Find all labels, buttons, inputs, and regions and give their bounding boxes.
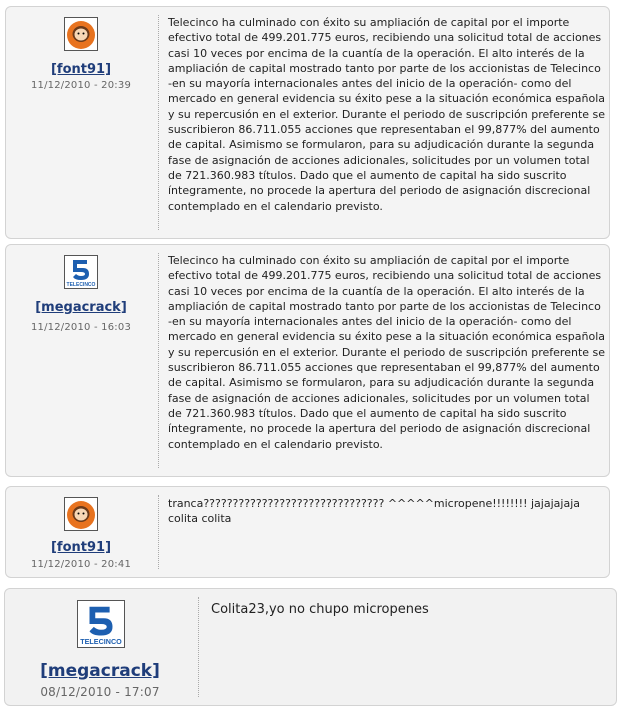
kenny-avatar-icon	[65, 498, 97, 530]
post-text	[168, 15, 606, 214]
post	[5, 6, 610, 239]
avatar[interactable]	[64, 255, 98, 289]
avatar[interactable]	[77, 600, 125, 648]
post-body: Telecinco ha culminado con éxito su ampliación de capital por el importe efectivo total de 499.201.775 euros, recibiendo una solicitud total de acciones casi 10 veces por encima de la cuantía de la operación. El alto interés de la ampliación de capital mostrado tanto por parte de los accionistas de Telecinco -en su mayoría internacionales antes del inicio de la operación- como del mercado en general evidencia su éxito pese a la situación económica española y su repercusión en el exterior. Durante el periodo de suscripción preferente se suscribieron 86.711.055 acciones que representaban el 99,877% del aumento de capital. Asimismo se formularon, para su adjudicación durante la segunda fase de asignación de acciones adicionales, solicitudes por un volumen total de 721.360.983 títulos. Dado que el aumento de capital ha sido suscrito íntegramente, no procede la apertura del periodo de asignación discrecional contemplado en el calendario previsto.	[168, 254, 606, 451]
post	[4, 588, 617, 706]
post-body: Colita23,yo no chupo micropenes	[211, 602, 429, 617]
telecinco-logo-text: TELECINCO	[66, 282, 96, 288]
divider	[198, 597, 199, 697]
avatar[interactable]	[64, 17, 98, 51]
username-link[interactable]: [megacrack]	[40, 661, 160, 681]
post	[5, 244, 610, 477]
avatar[interactable]	[64, 497, 98, 531]
username-link[interactable]: [font91]	[50, 540, 112, 555]
post-text	[211, 602, 611, 617]
post-body: Telecinco ha culminado con éxito su ampliación de capital por el importe efectivo total de 499.201.775 euros, recibiendo una solicitud total de acciones casi 10 veces por encima de la cuantía de la operación. El alto interés de la ampliación de capital mostrado tanto por parte de los accionistas de Telecinco -en su mayoría internacionales antes del inicio de la operación- como del mercado en general evidencia su éxito pese a la situación económica española y su repercusión en el exterior. Durante el periodo de suscripción preferente se suscribieron 86.711.055 acciones que representaban el 99,877% del aumento de capital. Asimismo se formularon, para su adjudicación durante la segunda fase de asignación de acciones adicionales, solicitudes por un volumen total de 721.360.983 títulos. Dado que el aumento de capital ha sido suscrito íntegramente, no procede la apertura del periodo de asignación discrecional contemplado en el calendario previsto.	[168, 16, 606, 213]
divider	[158, 253, 159, 468]
username-link[interactable]: [font91]	[50, 62, 112, 77]
telecinco-logo-text: TELECINCO	[80, 638, 122, 647]
post-date: 11/12/2010 - 20:41	[30, 559, 132, 570]
divider	[158, 495, 159, 569]
post-text	[168, 253, 606, 452]
post-date: 11/12/2010 - 16:03	[30, 322, 132, 333]
post-date: 11/12/2010 - 20:39	[30, 80, 132, 91]
post-date: 08/12/2010 - 17:07	[40, 685, 160, 699]
username-link[interactable]: [megacrack]	[35, 300, 127, 315]
telecinco-logo-icon	[78, 601, 124, 647]
kenny-avatar-icon	[65, 18, 97, 50]
telecinco-logo-icon	[65, 256, 97, 288]
post-body: tranca??????????????????????????????? ^^^^^micropene!!!!!!!! jajajajaja colita colita	[168, 497, 580, 526]
divider	[158, 15, 159, 230]
post-text	[168, 496, 606, 527]
post	[5, 486, 610, 578]
